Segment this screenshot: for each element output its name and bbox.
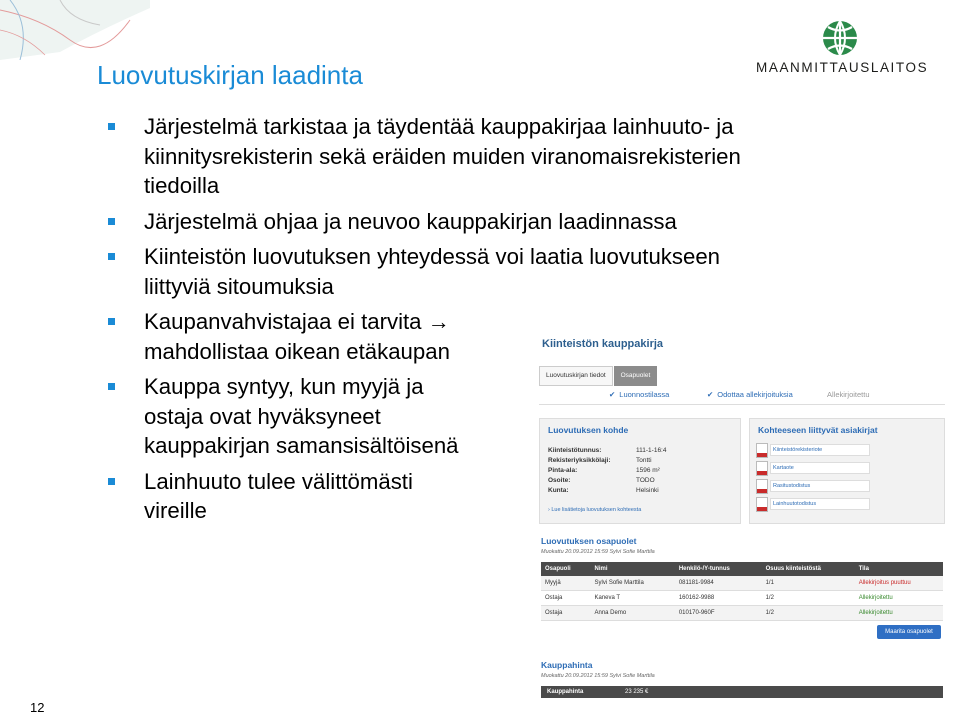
bullet-line: kauppakirjan samansisältöisenä bbox=[144, 433, 459, 458]
bullet-line: mahdollistaa oikean etäkaupan bbox=[144, 338, 450, 364]
table-header-row: Osapuoli Nimi Henkilö-/Y-tunnus Osuus kiinteistöstä Tila bbox=[541, 562, 943, 576]
bullet-line: Lainhuuto tulee välittömästi bbox=[144, 468, 413, 494]
bullet-line: Kiinteistön luovutuksen yhteydessä voi laatia luovutukseen bbox=[144, 244, 720, 269]
pdf-icon bbox=[756, 479, 768, 494]
step-luonnostilassa: ✔ Luonnostilassa bbox=[609, 390, 670, 399]
field-row: Pinta-ala: 1596 m² bbox=[548, 467, 660, 474]
tab-bar bbox=[539, 366, 658, 384]
bullet-item bbox=[106, 207, 906, 237]
bullet-line: vireille bbox=[144, 498, 207, 523]
price-modified: Muokattu 20.09.2012 15:59 Sylvi Sofie Marttila bbox=[541, 673, 655, 679]
page-number: 12 bbox=[30, 700, 45, 715]
logo bbox=[756, 20, 929, 80]
document-item[interactable]: Kartaote bbox=[756, 461, 866, 475]
document-item[interactable]: Lainhuutotodistus bbox=[756, 497, 866, 511]
step-allekirjoitettu: Allekirjoitettu bbox=[827, 390, 870, 399]
bullet-line: ostaja ovat hyväksyneet bbox=[144, 403, 381, 429]
bullet-line: Järjestelmä tarkistaa ja täydentää kauppakirjaa lainhuuto- ja bbox=[144, 114, 734, 139]
status-badge: Allekirjoitettu bbox=[855, 606, 943, 621]
bullet-marker-icon bbox=[108, 318, 115, 325]
bullet-marker-icon bbox=[108, 383, 115, 390]
status-badge: Allekirjoitettu bbox=[855, 591, 943, 606]
logo-text: MAANMITTAUSLAITOS bbox=[756, 60, 929, 75]
table-row[interactable]: Myyjä Sylvi Sofie Marttila 081181-9984 1/1 Allekirjoitus puuttuu bbox=[541, 576, 943, 591]
parties-table bbox=[541, 562, 943, 621]
bullet-marker-icon bbox=[108, 123, 115, 130]
status-steps bbox=[539, 386, 945, 405]
documents-box bbox=[749, 418, 945, 524]
price-heading: Kauppahinta bbox=[541, 660, 593, 670]
bullet-line: liittyviä sitoumuksia bbox=[144, 273, 334, 299]
field-row: Kunta: Helsinki bbox=[548, 487, 659, 494]
parties-modified: Muokattu 20.09.2012 15:59 Sylvi Sofie Marttila bbox=[541, 549, 655, 555]
slide-title: Luovutuskirjan laadinta bbox=[97, 60, 363, 90]
status-badge: Allekirjoitus puuttuu bbox=[855, 576, 943, 591]
bullet-marker-icon bbox=[108, 218, 115, 225]
tab-osapuolet[interactable]: Osapuolet bbox=[614, 366, 658, 386]
bullet-line: kiinnitysrekisterin sekä eräiden muiden viranomaisrekisterien bbox=[144, 143, 741, 169]
define-parties-button[interactable]: Maarita osapuolet bbox=[877, 625, 941, 639]
field-row: Kiinteistötunnus: 111-1-16:4 bbox=[548, 447, 667, 454]
target-more-link[interactable]: › Lue lisätietoja luovutuksen kohteesta bbox=[548, 507, 642, 513]
bullet-marker-icon bbox=[108, 253, 115, 260]
field-row: Rekisteriyksikkölaji: Tontti bbox=[548, 457, 652, 464]
parties-heading: Luovutuksen osapuolet bbox=[541, 536, 637, 546]
documents-heading: Kohteeseen liittyvät asiakirjat bbox=[758, 425, 878, 435]
price-label: Kauppahinta bbox=[547, 689, 584, 695]
bullet-line: tiedoilla bbox=[144, 173, 220, 198]
step-odottaa: ✔ Odottaa allekirjoituksia bbox=[707, 390, 793, 399]
pdf-icon bbox=[756, 497, 768, 512]
target-box bbox=[539, 418, 741, 524]
bullet-item bbox=[106, 242, 906, 301]
tab-luovutuskirjan-tiedot[interactable]: Luovutuskirjan tiedot bbox=[539, 366, 613, 386]
document-item[interactable]: Rasitustodistus bbox=[756, 479, 866, 493]
document-item[interactable]: Kiinteistörekisteriote bbox=[756, 443, 866, 457]
map-decoration bbox=[0, 0, 150, 60]
bullet-line: Kaupanvahvistajaa ei tarvita → bbox=[144, 309, 450, 334]
price-row bbox=[541, 686, 943, 698]
check-icon: ✔ bbox=[707, 390, 714, 399]
price-value: 23 235 € bbox=[625, 689, 649, 695]
globe-logo-icon bbox=[822, 20, 858, 56]
check-icon: ✔ bbox=[609, 390, 616, 399]
table-row[interactable]: Ostaja Kaneva T 160162-9988 1/2 Allekirjoitettu bbox=[541, 591, 943, 606]
app-title: Kiinteistön kauppakirja bbox=[542, 338, 664, 350]
field-row: Osoite: TODO bbox=[548, 477, 655, 484]
table-row[interactable]: Ostaja Anna Demo 010170-960F 1/2 Allekirjoitettu bbox=[541, 606, 943, 621]
bullet-item bbox=[106, 112, 906, 201]
app-screenshot bbox=[525, 322, 960, 720]
bullet-marker-icon bbox=[108, 478, 115, 485]
pdf-icon bbox=[756, 443, 768, 458]
target-heading: Luovutuksen kohde bbox=[548, 425, 629, 435]
pdf-icon bbox=[756, 461, 768, 476]
bullet-line: Järjestelmä ohjaa ja neuvoo kauppakirjan laadinnassa bbox=[144, 208, 677, 234]
bullet-line: Kauppa syntyy, kun myyjä ja bbox=[144, 374, 424, 399]
